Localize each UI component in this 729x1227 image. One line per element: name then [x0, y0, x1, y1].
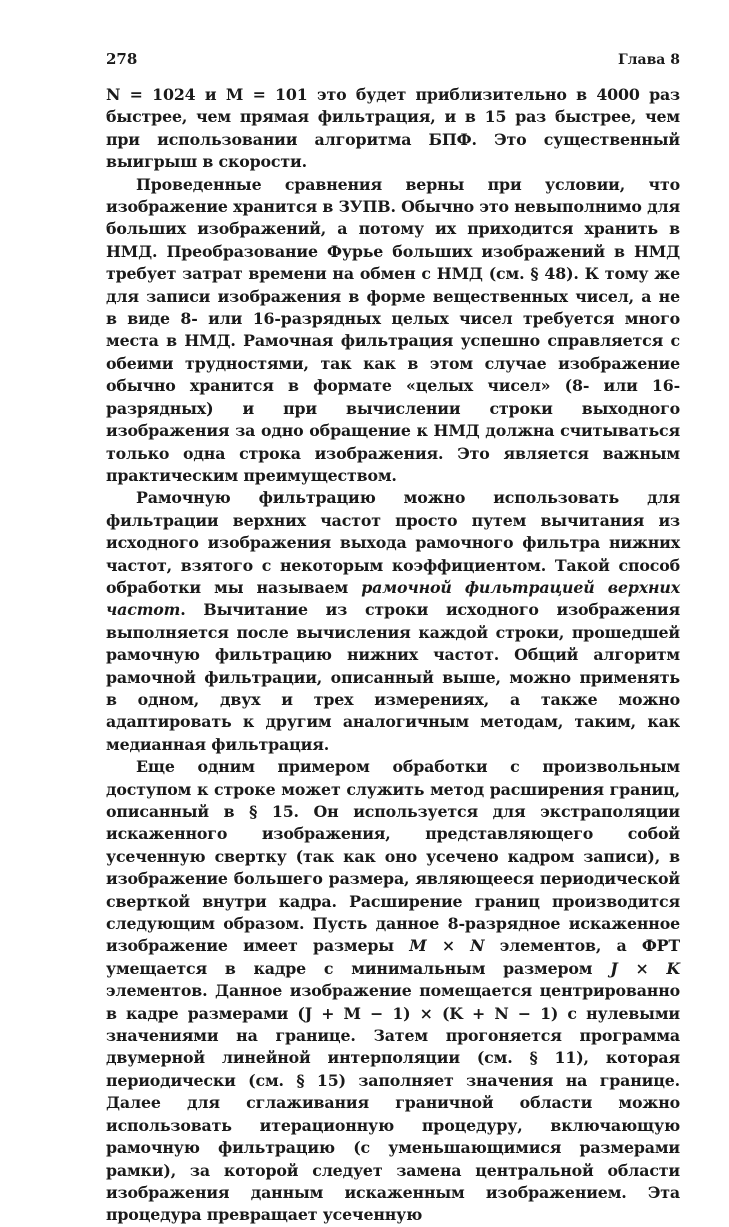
paragraph	[106, 756, 680, 1227]
chapter-title: Глава 8	[617, 52, 680, 68]
text-run: элементов. Данное изображение помещается центрированно в кадре размерами (J + M − 1) × (K + N − 1) с нулевыми значениями на границе. Затем прогоняется программа двумерной линейной интерполяции (см. § 11), которая периодически (см. § 15) заполняет значения на границе. Далее для сглаживания граничной области можно использовать итерационную процедуру, включающую рамочную фильтрацию (с уменьшающимися размерами рамки), за которой следует замена центральной области изображения данным искаженным изображением. Эта процедура превращает усеченную	[106, 981, 680, 1225]
italic-term: рамочной фильтрацией верхних частот	[106, 577, 680, 620]
page-body	[106, 84, 680, 1227]
text-run: . Вычитание из строки исходного изображения выполняется после вычисления каждой строки, прошедшей рамочную фильтрацию нижних частот. Общий алгоритм рамочной фильтрации, описанный выше, можно применять в одном, двух и трех измерениях, а также можно адаптировать к другим аналогичным методам, таким, как медианная фильтрация.	[106, 600, 680, 754]
text-run: Еще одним примером обработки с произвольным доступом к строке может служить метод расширения границ, описанный в § 15. Он используется для экстраполяции искаженного изображения, представляющего собой усеченную свертку (так как оно усечено кадром записи), в изображение большего размера, являющееся периодической сверткой внутри кадра. Расширение границ производится следующим образом. Пусть данное 8-разрядное искаженное изображение имеет размеры	[106, 757, 680, 956]
text-run: Рамочную фильтрацию можно использовать для фильтрации верхних частот просто путем вычитания из исходного изображения выхода рамочного фильтра нижних частот, взятого с некоторым коэффициентом. Такой способ обработки мы называем	[106, 488, 680, 597]
math-expression: J × K	[610, 958, 680, 978]
text-run: N = 1024 и M = 101 это будет приблизительно в 4000 раз быстрее, чем прямая фильтрация, и в 15 раз быстрее, чем при использовании алгоритма БПФ. Это существенный выигрыш в скорости.	[106, 85, 680, 172]
paragraph	[106, 174, 680, 488]
paragraph	[106, 84, 680, 174]
page-number: 278	[106, 50, 138, 68]
paragraph	[106, 487, 680, 756]
text-run: Проведенные сравнения верны при условии, что изображение хранится в ЗУПВ. Обычно это невыполнимо для больших изображений, а потому их приходится хранить в НМД. Преобразование Фурье больших изображений в НМД требует затрат времени на обмен с НМД (см. § 48). К тому же для записи изображения в форме вещественных чисел, а не в виде 8- или 16-разрядных целых чисел требуется много места в НМД. Рамочная фильтрация успешно справляется с обеими трудностями, так как в этом случае изображение обычно хранится в формате «целых чисел» (8- или 16-разрядных) и при вычислении строки выходного изображения за одно обращение к НМД должна считываться только одна строка изображения. Это является важным практическим преимуществом.	[106, 174, 681, 485]
running-header	[106, 50, 680, 74]
math-expression: M × N	[409, 936, 485, 956]
text-run: элементов, а ФРТ умещается в кадре с минимальным размером	[106, 936, 680, 978]
